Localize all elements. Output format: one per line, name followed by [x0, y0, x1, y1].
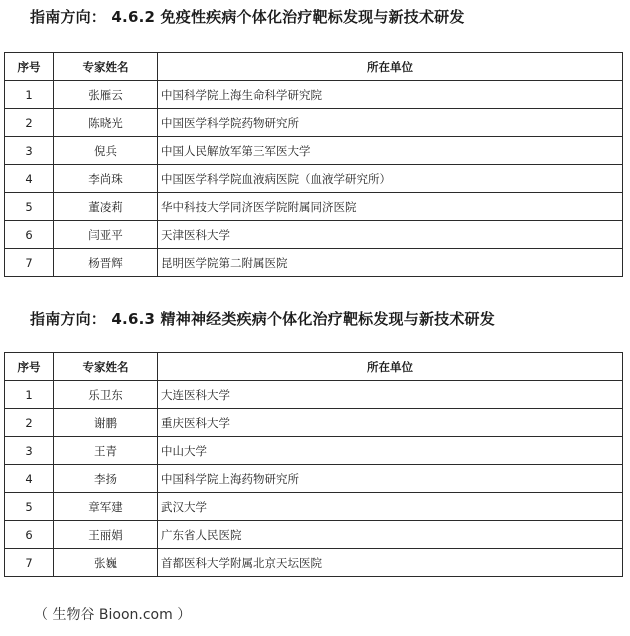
row-name: 王青: [54, 437, 158, 465]
row-no: 2: [5, 409, 54, 437]
row-unit: 武汉大学: [158, 493, 623, 521]
table-row: [5, 465, 623, 493]
row-unit: 天津医科大学: [158, 221, 623, 249]
row-no: 3: [5, 437, 54, 465]
row-unit: 中山大学: [158, 437, 623, 465]
row-unit: 广东省人民医院: [158, 521, 623, 549]
row-no: 1: [5, 381, 54, 409]
row-unit: 中国科学院上海药物研究所: [158, 465, 623, 493]
table-row: [5, 521, 623, 549]
row-no: 6: [5, 521, 54, 549]
row-name: 李尚珠: [54, 165, 158, 193]
row-unit: 中国医学科学院血液病医院（血液学研究所）: [158, 165, 623, 193]
row-no: 4: [5, 465, 54, 493]
row-name: 陈晓光: [54, 109, 158, 137]
table-row: [5, 193, 623, 221]
row-name: 张雁云: [54, 81, 158, 109]
row-name: 乐卫东: [54, 381, 158, 409]
row-name: 倪兵: [54, 137, 158, 165]
header-unit: 所在单位: [158, 53, 623, 81]
row-no: 5: [5, 193, 54, 221]
expert-table-4-6-2: [4, 52, 623, 277]
row-no: 5: [5, 493, 54, 521]
expert-table-4-6-3: [4, 352, 623, 577]
table-row: [5, 165, 623, 193]
source-credit: （ 生物谷 Bioon.com ）: [34, 607, 192, 623]
header-unit: 所在单位: [158, 353, 623, 381]
row-unit: 重庆医科大学: [158, 409, 623, 437]
table-row: [5, 81, 623, 109]
row-no: 7: [5, 249, 54, 277]
row-unit: 中国科学院上海生命科学研究院: [158, 81, 623, 109]
row-name: 谢鹏: [54, 409, 158, 437]
table-row: [5, 409, 623, 437]
table-row: [5, 437, 623, 465]
row-name: 王丽娟: [54, 521, 158, 549]
table-row: [5, 221, 623, 249]
section-title-4-6-2: 指南方向： 4.6.2 免疫性疾病个体化治疗靶标发现与新技术研发: [30, 8, 465, 26]
row-name: 杨晋辉: [54, 249, 158, 277]
header-no: 序号: [5, 353, 54, 381]
header-name: 专家姓名: [54, 53, 158, 81]
header-name: 专家姓名: [54, 353, 158, 381]
row-no: 1: [5, 81, 54, 109]
table-header-row: [5, 353, 623, 381]
row-unit: 华中科技大学同济医学院附属同济医院: [158, 193, 623, 221]
row-name: 李扬: [54, 465, 158, 493]
row-name: 张巍: [54, 549, 158, 577]
row-no: 2: [5, 109, 54, 137]
row-no: 7: [5, 549, 54, 577]
header-no: 序号: [5, 53, 54, 81]
row-no: 6: [5, 221, 54, 249]
table-row: [5, 249, 623, 277]
row-unit: 中国医学科学院药物研究所: [158, 109, 623, 137]
row-no: 3: [5, 137, 54, 165]
table-row: [5, 549, 623, 577]
table-row: [5, 137, 623, 165]
row-name: 董凌莉: [54, 193, 158, 221]
table-header-row: [5, 53, 623, 81]
table-row: [5, 109, 623, 137]
row-unit: 大连医科大学: [158, 381, 623, 409]
row-no: 4: [5, 165, 54, 193]
row-unit: 首都医科大学附属北京天坛医院: [158, 549, 623, 577]
table-row: [5, 493, 623, 521]
row-name: 闫亚平: [54, 221, 158, 249]
row-unit: 中国人民解放军第三军医大学: [158, 137, 623, 165]
section-title-4-6-3: 指南方向： 4.6.3 精神神经类疾病个体化治疗靶标发现与新技术研发: [30, 310, 495, 328]
row-unit: 昆明医学院第二附属医院: [158, 249, 623, 277]
table-row: [5, 381, 623, 409]
row-name: 章军建: [54, 493, 158, 521]
